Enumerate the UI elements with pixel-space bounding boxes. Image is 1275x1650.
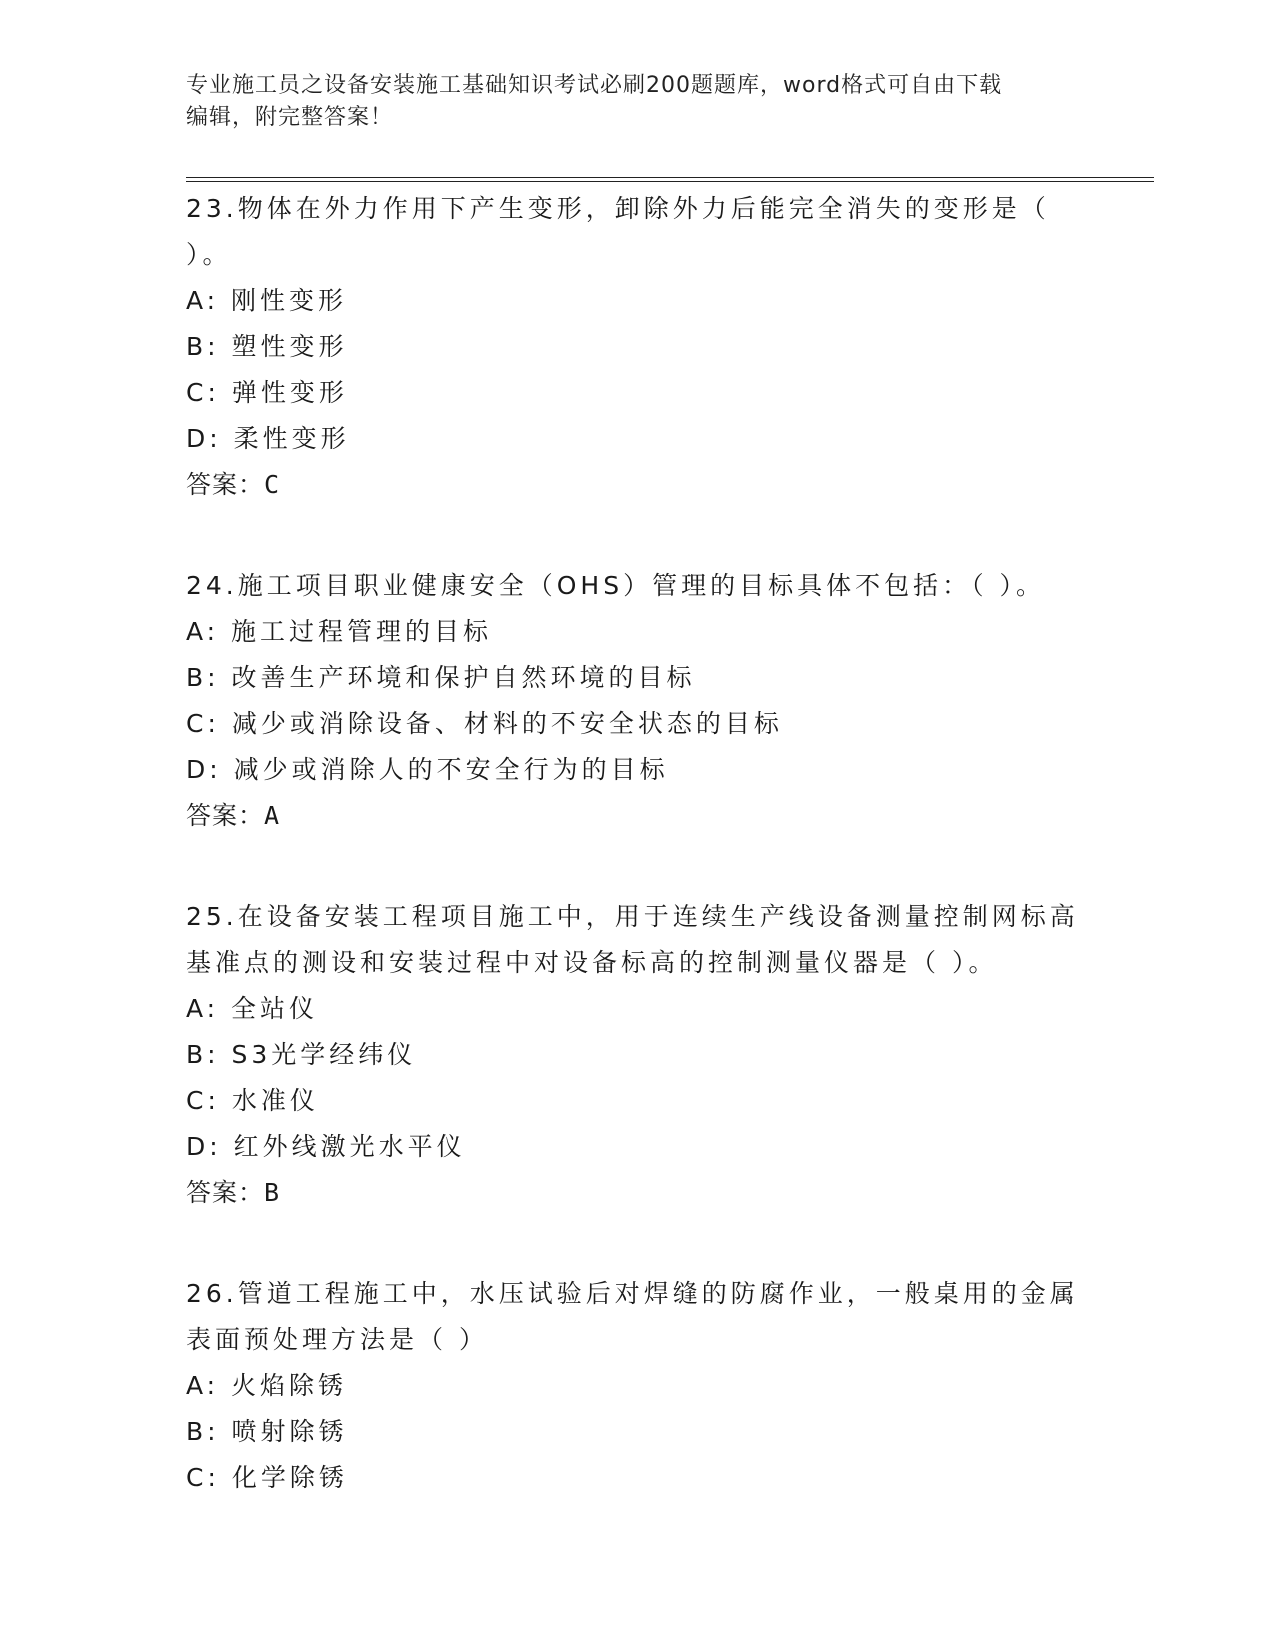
option-c: C: 减少或消除设备、材料的不安全状态的目标 (186, 709, 783, 738)
option-d: D: 红外线激光水平仪 (186, 1132, 466, 1161)
question-stem: 25.在设备安装工程项目施工中，用于连续生产线设备测量控制网标高基准点的测设和安装过程中对设备标高的控制测量仪器是（ ）。 (186, 902, 1079, 977)
answer-line: 答案：C (186, 470, 281, 499)
header-divider (186, 177, 1154, 182)
answer-line: 答案：B (186, 1178, 281, 1207)
question-25 (186, 894, 1086, 1216)
option-d: D: 柔性变形 (186, 424, 350, 453)
question-24 (186, 563, 1086, 839)
question-stem: 24.施工项目职业健康安全（OHS）管理的目标具体不包括：（ ）。 (186, 571, 1046, 600)
header-line-1: 专业施工员之设备安装施工基础知识考试必刷200题题库，word格式可自由下载 (186, 73, 1003, 98)
option-c: C: 化学除锈 (186, 1463, 348, 1492)
answer-line: 答案：A (186, 801, 281, 830)
question-stem: 23.物体在外力作用下产生变形，卸除外力后能完全消失的变形是（ ）。 (186, 194, 1050, 269)
question-stem: 26.管道工程施工中，水压试验后对焊缝的防腐作业，一般桌用的金属表面预处理方法是（ ） (186, 1279, 1079, 1354)
option-b: B: 改善生产环境和保护自然环境的目标 (186, 663, 696, 692)
option-d: D: 减少或消除人的不安全行为的目标 (186, 755, 669, 784)
option-a: A: 施工过程管理的目标 (186, 617, 493, 646)
question-23 (186, 186, 1086, 508)
question-26 (186, 1271, 1086, 1501)
document-header (186, 70, 1086, 134)
header-line-2: 编辑，附完整答案！ (186, 105, 394, 130)
option-b: B: 喷射除锈 (186, 1417, 348, 1446)
option-a: A: 火焰除锈 (186, 1371, 348, 1400)
option-b: B: 塑性变形 (186, 332, 348, 361)
option-b: B: S3光学经纬仪 (186, 1040, 417, 1069)
question-list (186, 186, 1086, 1556)
option-c: C: 水准仪 (186, 1086, 319, 1115)
option-a: A: 全站仪 (186, 994, 319, 1023)
option-a: A: 刚性变形 (186, 286, 348, 315)
option-c: C: 弹性变形 (186, 378, 348, 407)
